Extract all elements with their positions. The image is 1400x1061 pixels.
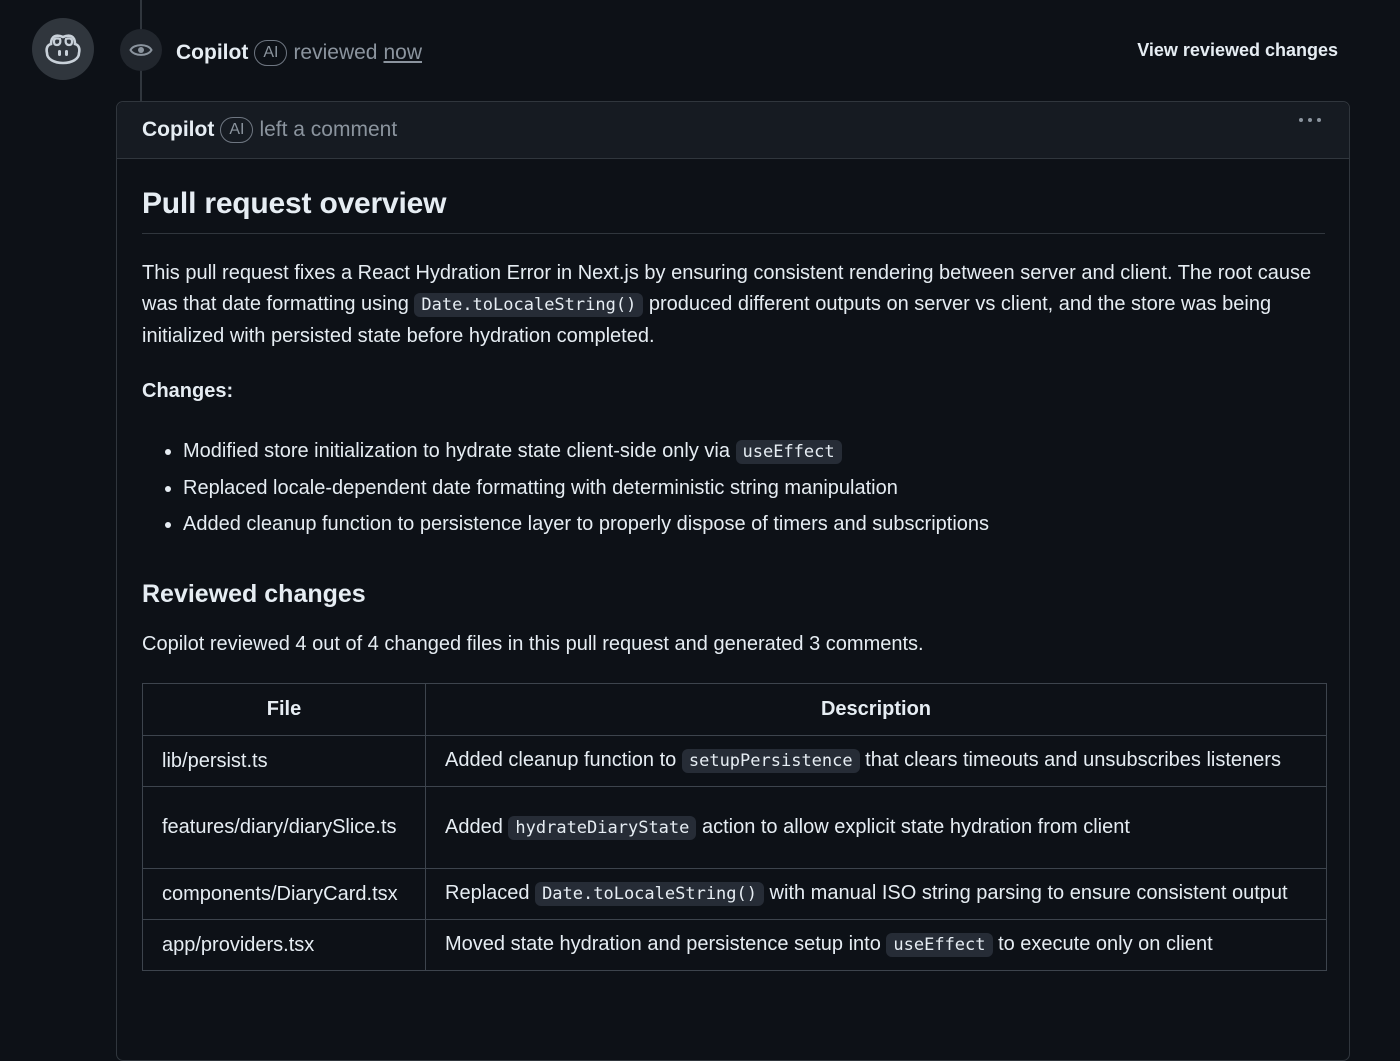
eye-icon [120,29,162,71]
overview-title: Pull request overview [142,187,1325,234]
description-cell [426,787,1327,869]
changes-label: Changes: [142,380,234,402]
ai-badge: AI [220,117,253,143]
inline-code: Date.toLocaleString() [535,882,764,906]
comment-header [117,102,1349,159]
copilot-avatar[interactable] [32,18,94,80]
review-summary: Copilot reviewed 4 out of 4 changed files in this pull request and generated 3 comments. [142,633,924,655]
description-text: to execute only on client [992,933,1213,955]
list-item-text: Replaced locale-dependent date formatting with deterministic string manipulation [183,477,898,499]
list-item [183,506,1325,542]
copilot-icon [44,32,82,66]
column-header-file: File [143,684,426,736]
description-text: Added cleanup function to [445,749,682,771]
review-author[interactable]: Copilot [176,41,249,64]
file-cell: app/providers.tsx [143,920,426,971]
inline-code: hydrateDiaryState [508,816,696,840]
comment-body [117,187,1349,971]
file-cell: components/DiaryCard.tsx [143,869,426,920]
description-cell [426,736,1327,787]
file-cell: lib/persist.ts [143,736,426,787]
description-cell [426,869,1327,920]
table-row [143,736,1327,787]
view-reviewed-changes-link[interactable]: View reviewed changes [1137,40,1338,60]
comment-author[interactable]: Copilot [142,118,215,141]
intro-text: produced different outputs on server vs client, and the store was being initialized with persisted state before hydration completed. [142,293,1272,347]
table-header-row [143,684,1327,736]
description-text: Replaced [445,882,536,904]
inline-code: Date.toLocaleString() [414,293,643,317]
inline-code: useEffect [886,933,992,957]
list-item-text: Added cleanup function to persistence layer to properly dispose of timers and subscriptions [183,513,990,535]
comment-action: left a comment [259,118,398,141]
description-text: Moved state hydration and persistence setup into [445,933,887,955]
list-item-text: Modified store initialization to hydrate state client-side only via [183,440,736,462]
description-text: with manual ISO string parsing to ensure consistent output [764,882,1288,904]
list-item [183,433,1325,470]
reviewed-changes-title: Reviewed changes [142,580,366,608]
table-row [143,920,1327,971]
review-action: reviewed [293,41,378,64]
list-item [183,470,1325,506]
intro-text: This pull request fixes a React Hydration Error in Next.js by ensuring consistent rendering between server and client. The root cause was that date formatting using [142,262,1312,315]
description-text: action to allow explicit state hydration from client [696,815,1130,838]
table-row [143,869,1327,920]
column-header-description: Description [426,684,1327,736]
files-table [142,683,1327,971]
ai-badge: AI [254,40,287,66]
review-time-link[interactable]: now [383,41,423,64]
description-text: Added [445,815,509,838]
more-options-icon[interactable] [1299,118,1321,122]
inline-code: useEffect [736,440,842,464]
description-cell [426,920,1327,971]
description-text: that clears timeouts and unsubscribes listeners [859,749,1281,771]
review-header [176,38,422,68]
table-row [143,787,1327,869]
comment-box [116,101,1350,1061]
overview-intro [142,258,1325,352]
changes-list [142,433,1325,542]
inline-code: setupPersistence [682,749,860,773]
file-cell: features/diary/diarySlice.ts [143,787,426,869]
